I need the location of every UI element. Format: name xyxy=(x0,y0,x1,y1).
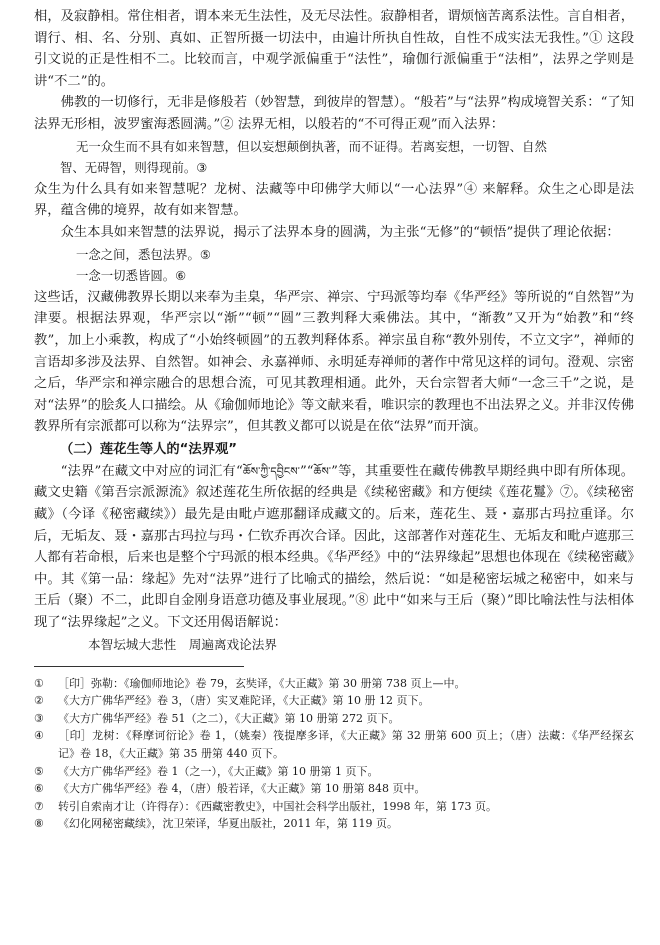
footnote-text: 转引自索南才让（许得存）：《西藏密教史》，中国社会科学出版社，1998 年，第 173 页。 xyxy=(58,799,497,813)
footnote-marker: ② xyxy=(34,694,44,708)
footnote-4 xyxy=(34,727,634,762)
footnote-text: 《大方广佛华严经》卷 4，（唐）般若译，《大正藏》第 10 册第 848 页中。 xyxy=(58,782,426,796)
section-heading: （二）莲花生等人的“法界观” xyxy=(60,441,238,457)
body-paragraph-1: 相，及寂静相。常住相者，谓本来无生法性，及无尽法性。寂静相者，谓烦恼苦离系法性。言自相者，谓行、相、名、分别、真如、正智所摄一切法中，由遍计所执自性故，自性不成实法无我性。”① 这段引文说的正是性相不二。比较而言，中观学派偏重于“法性”，瑜伽行派偏重于“法相”，法界之学则是讲“不二”的。 xyxy=(34,9,634,89)
body-paragraph-6 xyxy=(34,461,634,634)
footnote-marker: ⑥ xyxy=(34,782,44,796)
footnote-5 xyxy=(34,763,634,781)
footnote-3 xyxy=(34,710,634,728)
section-text-between: ”“ xyxy=(299,463,314,479)
footnotes xyxy=(34,675,634,833)
verse-line: 本智坛城大悲性 周遍离戏论法界 xyxy=(88,636,277,652)
block-quote-line-2: 智、无碍智，则得现前。③ xyxy=(60,160,208,176)
body-paragraph-3: 众生为什么具有如来智慧呢？龙树、法藏等中印佛学大师以“一心法界”④ 来解释。众生之心即是法界，蕴含佛的境界，故有如来智慧。 xyxy=(34,181,634,219)
tibetan-term-2: ཆོས་ xyxy=(313,464,332,478)
footnote-text: ［印］龙树：《释摩诃衍论》卷 1，（姚秦）筏提摩多译，《大正藏》第 32 册第 600 页上；（唐）法藏：《华严经探玄记》卷 18，《大正藏》第 35 册第 440 页下。 xyxy=(58,729,634,760)
footnote-text: 《大方广佛华严经》卷 1（之一），《大正藏》第 10 册第 1 页下。 xyxy=(58,764,379,778)
footnote-marker: ⑦ xyxy=(34,799,44,813)
footnote-text: 《大方广佛华严经》卷 3，（唐）实叉难陀译，《大正藏》第 10 册 12 页下。 xyxy=(58,694,430,708)
footnote-marker: ③ xyxy=(34,711,44,725)
footnote-8 xyxy=(34,815,634,833)
footnote-2 xyxy=(34,692,634,710)
footnote-7 xyxy=(34,798,634,816)
footnote-text: 《大方广佛华严经》卷 51（之二），《大正藏》第 10 册第 272 页下。 xyxy=(58,711,400,725)
footnote-marker: ① xyxy=(34,676,44,690)
body-paragraph-2: 佛教的一切修行，无非是修般若（妙智慧，到彼岸的智慧）。“般若”与“法界”构成境智关系：“了知法界无形相，波罗蜜海悉圆满。”② 法界无相，以般若的“不可得正观”而入法界： xyxy=(34,95,634,132)
section-text-rest: ”等，其重要性在藏传佛教早期经典中即有所体现。藏文史籍《第吾宗派源流》叙述莲花生所依据的经典是《续秘密藏》和方便续《莲花鬘》⑦。《续秘密藏》（今译《秘密藏续》）最先是由毗卢遮那翻译成藏文的。后来，莲花生、聂・嘉那古玛拉重译。尔后，无垢友、聂・嘉那古玛拉与玛・仁钦乔再次合译。因此，这部著作对莲花生、无垢友和毗卢遮那三人都有若命根，后来也是整个宁玛派的根本经典。《华严经》中的“法界缘起”思想也体现在《续秘密藏》中。其《第一品：缘起》先对“法界”进行了比喻式的描绘，然后说：“如是秘密坛城之秘密中，如来与王后（聚）不二，此即自金刚身语意功德及事业展现。”⑧ 此中“如来与王后（聚）”即比喻法性与法相体现了“法界缘起”之义。下文还用偈语解说： xyxy=(34,463,634,631)
footnote-6 xyxy=(34,780,634,798)
footnote-text: ［印］弥勒：《瑜伽师地论》卷 79，玄奘译，《大正藏》第 30 册第 738 页上—中。 xyxy=(58,676,466,690)
footnote-1 xyxy=(34,675,634,693)
body-paragraph-4: 众生本具如来智慧的法界说，揭示了法界本身的圆满，为主张“无修”的“顿悟”提供了理论依据： xyxy=(60,224,620,240)
footnote-divider xyxy=(34,666,244,667)
footnote-marker: ⑧ xyxy=(34,817,44,831)
block-quote-verse-1: 一念之间，悉包法界。⑤ xyxy=(76,246,212,262)
footnote-text: 《幻化网秘密藏续》，沈卫荣译，华夏出版社，2011 年，第 119 页。 xyxy=(58,817,398,831)
block-quote-line-1: 无一众生而不具有如来智慧，但以妄想颠倒执著，而不证得。若离妄想，一切智、自然 xyxy=(76,138,547,154)
tibetan-term-1: ཆོས་ཀྱི་དབྱིངས་ xyxy=(242,464,300,478)
footnote-marker: ④ xyxy=(34,729,44,743)
body-paragraph-5: 这些话，汉藏佛教界长期以来奉为圭臬，华严宗、禅宗、宁玛派等均奉《华严经》等所说的“自然智”为津要。根据法界观，华严宗以“渐”“顿”“圆”三教判释大乘佛法。其中，“渐教”又开为“始教”和“终教”，加上小乘教，构成了“小始终顿圆”的五教判释体系。禅宗虽自称“教外别传，不立文字”，禅师的言语却多涉及法界、自然智。如神会、永嘉禅师、永明延寿禅师的著作中常见这样的词句。澄观、宗密之后，华严宗和禅宗融合的思想合流，可见其教理相通。此外，天台宗智者大师“一念三千”之说，是对“法界”的脍炙人口描绘。从《瑜伽师地论》等文献来看，唯识宗的教理也不出法界之义。并非汉传佛教界所有宗派都可以称为“法界宗”，但其教义都可以说是在依“法界”而开演。 xyxy=(34,289,634,435)
section-text-start: “法界”在藏文中对应的词汇有“ xyxy=(60,463,243,479)
block-quote-verse-2: 一念一切悉皆圆。⑥ xyxy=(76,268,187,284)
footnote-marker: ⑤ xyxy=(34,764,44,778)
